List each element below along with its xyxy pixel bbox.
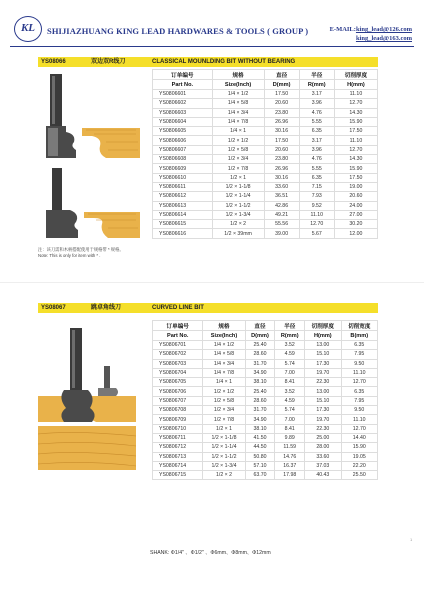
table-cell: 63.70	[245, 471, 275, 480]
table-cell: 直径	[264, 70, 299, 80]
email-block	[330, 25, 412, 43]
table-row	[153, 155, 378, 164]
table-cell: 19.05	[341, 452, 377, 461]
table-cell: 7.15	[299, 182, 334, 191]
table-cell: 半径	[299, 70, 334, 80]
table-cell: 20.60	[334, 192, 377, 201]
table-cell: YS0806706	[153, 387, 203, 396]
table-cell: Size(Inch)	[212, 80, 264, 90]
table-cell: 33.60	[264, 182, 299, 191]
table-cell: H(mm)	[305, 331, 341, 341]
table-cell: 3.17	[299, 136, 334, 145]
table-cell: 5.55	[299, 117, 334, 126]
table-cell: 切削宽度	[341, 321, 377, 331]
table-cell: 1/4 × 1	[212, 127, 264, 136]
section-code: YS08067	[41, 305, 66, 311]
table-row	[153, 99, 378, 108]
table-cell: 1/4 × 3/4	[203, 359, 245, 368]
table-cell: YS0806601	[153, 90, 213, 99]
table-cell: 11.10	[334, 136, 377, 145]
table-cell: YS0806610	[153, 173, 213, 182]
table-cell: 17.98	[275, 471, 305, 480]
table-cell: 41.50	[245, 433, 275, 442]
table-cell: 15.90	[334, 117, 377, 126]
table-cell: 20.60	[264, 145, 299, 154]
section-note	[38, 247, 124, 259]
table-cell: YS0806707	[153, 396, 203, 405]
table-cell: 9.89	[275, 433, 305, 442]
table-cell: D(mm)	[264, 80, 299, 90]
table-cell: 1/2 × 1-3/4	[212, 210, 264, 219]
table-cell: YS0806607	[153, 145, 213, 154]
table-cell: 3.96	[299, 145, 334, 154]
page-header	[0, 0, 424, 46]
table-row	[153, 108, 378, 117]
table-row	[153, 229, 378, 238]
note-en: Note: This is only for item with * .	[38, 253, 101, 258]
table-cell: 1/4 × 5/8	[212, 99, 264, 108]
table-cell: YS0806616	[153, 229, 213, 238]
table-cell: 11.10	[299, 210, 334, 219]
table-cell: 规格	[212, 70, 264, 80]
bit-shank	[70, 328, 82, 390]
table-cell: 36.51	[264, 192, 299, 201]
table-cell: 订单编号	[153, 321, 203, 331]
table-cell: 11.10	[341, 415, 377, 424]
table-cell: 50.80	[245, 452, 275, 461]
table-cell: 1/2 × 7/8	[212, 164, 264, 173]
table-cell: 12.70	[334, 145, 377, 154]
email-label: E-MAIL:	[329, 26, 356, 33]
table-cell: YS0806713	[153, 452, 203, 461]
table-cell: YS0806702	[153, 350, 203, 359]
table-cell: 22.30	[305, 424, 341, 433]
table-cell: 1/4 × 1	[203, 378, 245, 387]
table-row	[153, 127, 378, 136]
table-cell: 1/2 × 1	[203, 424, 245, 433]
schematic-shank	[104, 366, 110, 388]
bit-cutter	[61, 390, 94, 422]
table-cell: 38.10	[245, 424, 275, 433]
table-cell: 17.50	[334, 127, 377, 136]
table-cell: 14.30	[334, 108, 377, 117]
table-cell: 1/2 × 1-1/8	[212, 182, 264, 191]
table-row	[153, 424, 378, 433]
table-cell: 1/4 × 5/8	[203, 350, 245, 359]
table-cell: 1/4 × 1/2	[212, 90, 264, 99]
table-cell: 1/2 × 1/2	[212, 136, 264, 145]
table-cell: 34.90	[245, 415, 275, 424]
table-header-cn	[153, 70, 378, 80]
table-cell: 14.30	[334, 155, 377, 164]
table-row	[153, 145, 378, 154]
table-row	[153, 396, 378, 405]
table-cell: 1/2 × 2	[203, 471, 245, 480]
table-cell: 9.50	[341, 359, 377, 368]
table-cell: 15.10	[305, 350, 341, 359]
table-cell: D(mm)	[245, 331, 275, 341]
table-cell: 17.50	[264, 90, 299, 99]
table-cell: YS0806703	[153, 359, 203, 368]
table-cell: 13.00	[305, 341, 341, 350]
table-cell: 33.60	[305, 452, 341, 461]
schematic-cutter	[98, 388, 118, 396]
table-cell: 3.52	[275, 387, 305, 396]
shank-sizes: SHANK: Φ1/4" 、Φ1/2" 、Φ6mm、Φ8mm、Φ12mm	[150, 550, 271, 556]
table-cell: 11.10	[341, 368, 377, 377]
wood-profile-1	[82, 128, 140, 158]
table-cell: YS0806708	[153, 406, 203, 415]
table-row	[153, 341, 378, 350]
table-row	[153, 210, 378, 219]
table-cell: 17.50	[334, 173, 377, 182]
table-row	[153, 164, 378, 173]
table-row	[153, 90, 378, 99]
section-name-en: CURVED LINE BIT	[152, 305, 204, 311]
table-cell: 1/4 × 7/8	[212, 117, 264, 126]
table-cell: 1/2 × 1-1/2	[212, 201, 264, 210]
table-cell: 37.03	[305, 461, 341, 470]
table-cell: 15.10	[305, 396, 341, 405]
table-cell: 14.40	[341, 433, 377, 442]
table-cell: R(mm)	[299, 80, 334, 90]
table-cell: 1/2 × 3/4	[212, 155, 264, 164]
table-cell: 25.40	[245, 387, 275, 396]
table-cell: 4.59	[275, 396, 305, 405]
table-row	[153, 471, 378, 480]
table-cell: 9.50	[341, 406, 377, 415]
table-cell: 19.00	[334, 182, 377, 191]
page-mark: 1	[410, 537, 413, 542]
email-link-2[interactable]: king_lead@163.com	[355, 35, 412, 42]
table-cell: 1/2 × 1-1/4	[203, 443, 245, 452]
table-cell: 23.80	[264, 155, 299, 164]
table-cell: 44.50	[245, 443, 275, 452]
table-cell: 30.16	[264, 173, 299, 182]
table-cell: 38.10	[245, 378, 275, 387]
table-cell: 直径	[245, 321, 275, 331]
section-name-cn: 跳卓角线刀	[91, 305, 122, 311]
section-name-en: CLASSICAL MOUNLDING BIT WITHOUT BEARING	[152, 59, 296, 65]
table-cell: YS0806613	[153, 201, 213, 210]
table-cell: YS0806605	[153, 127, 213, 136]
table-cell: YS0806614	[153, 210, 213, 219]
table-cell: 20.60	[264, 99, 299, 108]
table-cell: 30.20	[334, 220, 377, 229]
table-cell: 6.35	[299, 127, 334, 136]
table-cell: 1/2 × 39mm	[212, 229, 264, 238]
table-row	[153, 359, 378, 368]
table-row	[153, 350, 378, 359]
table-cell: 1/2 × 1-1/2	[203, 452, 245, 461]
table-cell: 4.59	[275, 350, 305, 359]
table-cell: YS0806701	[153, 341, 203, 350]
table-row	[153, 173, 378, 182]
table-cell: 15.90	[341, 443, 377, 452]
table-cell: 55.56	[264, 220, 299, 229]
table-cell: Size(Inch)	[203, 331, 245, 341]
table-cell: 17.30	[305, 359, 341, 368]
table-cell: 5.55	[299, 164, 334, 173]
table-cell: 34.90	[245, 368, 275, 377]
table-cell: YS0806604	[153, 117, 213, 126]
table-cell: 5.74	[275, 359, 305, 368]
table-cell: 7.00	[275, 368, 305, 377]
bit-shank-lower	[52, 168, 62, 210]
spec-table-ys08066	[152, 69, 378, 239]
curved-line-bit-illustration	[36, 326, 144, 472]
table-cell: 1/2 × 1/2	[203, 387, 245, 396]
table-cell: YS0806612	[153, 192, 213, 201]
table-cell: 15.90	[334, 164, 377, 173]
section-bar-ys08066	[38, 57, 378, 67]
section-divider	[0, 282, 424, 283]
table-cell: 3.96	[299, 99, 334, 108]
table-cell: YS0806710	[153, 424, 203, 433]
table-row	[153, 220, 378, 229]
table-cell: YS0806715	[153, 471, 203, 480]
wood-profile-2	[84, 212, 140, 238]
table-cell: 1/2 × 2	[212, 220, 264, 229]
table-cell: 1/2 × 7/8	[203, 415, 245, 424]
table-cell: 57.10	[245, 461, 275, 470]
table-cell: YS0806709	[153, 415, 203, 424]
table-cell: 11.10	[334, 90, 377, 99]
table-row	[153, 192, 378, 201]
table-cell: 31.70	[245, 406, 275, 415]
table-cell: 49.21	[264, 210, 299, 219]
company-name: SHIJIAZHUANG KING LEAD HARDWARES & TOOLS ( GROUP )	[47, 26, 309, 36]
table-cell: 12.70	[341, 424, 377, 433]
table-cell: 11.59	[275, 443, 305, 452]
table-cell: 1/4 × 1/2	[203, 341, 245, 350]
table-row	[153, 387, 378, 396]
table-cell: 订单编号	[153, 70, 213, 80]
table-cell: 17.30	[305, 406, 341, 415]
bit-shank	[50, 74, 62, 126]
table-row	[153, 368, 378, 377]
header-rule	[10, 46, 414, 47]
table-row	[153, 415, 378, 424]
table-cell: 22.20	[341, 461, 377, 470]
table-cell: YS0806603	[153, 108, 213, 117]
table-cell: 9.52	[299, 201, 334, 210]
table-header-en	[153, 331, 378, 341]
table-cell: 24.00	[334, 201, 377, 210]
table-cell: 28.60	[245, 396, 275, 405]
table-cell: 25.00	[305, 433, 341, 442]
table-row	[153, 182, 378, 191]
table-cell: 切削厚度	[334, 70, 377, 80]
table-cell: 1/2 × 1-1/8	[203, 433, 245, 442]
table-cell: 39.00	[264, 229, 299, 238]
table-cell: YS0806712	[153, 443, 203, 452]
table-header-en	[153, 80, 378, 90]
table-cell: 13.00	[305, 387, 341, 396]
table-cell: 12.00	[334, 229, 377, 238]
spec-table-ys08067	[152, 320, 378, 480]
table-cell: YS0806611	[153, 182, 213, 191]
table-cell: 切削厚度	[305, 321, 341, 331]
table-cell: 4.76	[299, 155, 334, 164]
bit-shank-highlight	[72, 330, 75, 388]
table-cell: 3.17	[299, 90, 334, 99]
table-cell: 25.40	[245, 341, 275, 350]
table-cell: 3.52	[275, 341, 305, 350]
table-cell: B(mm)	[341, 331, 377, 341]
bit-cutter-shade	[48, 128, 58, 156]
table-cell: 40.43	[305, 471, 341, 480]
table-cell: 7.95	[341, 350, 377, 359]
company-logo: KL	[14, 16, 42, 42]
bit-shank-highlight	[52, 76, 55, 124]
email-link-1[interactable]: king_lead@126.com	[355, 26, 412, 33]
table-cell: YS0806606	[153, 136, 213, 145]
table-row	[153, 452, 378, 461]
table-cell: 1/2 × 1	[212, 173, 264, 182]
table-cell: 42.86	[264, 201, 299, 210]
mounlding-bit-illustration	[36, 72, 144, 242]
table-cell: 规格	[203, 321, 245, 331]
table-cell: 7.00	[275, 415, 305, 424]
table-cell: 1/2 × 5/8	[203, 396, 245, 405]
table-cell: YS0806705	[153, 378, 203, 387]
table-row	[153, 443, 378, 452]
table-cell: 14.76	[275, 452, 305, 461]
table-cell: 31.70	[245, 359, 275, 368]
table-cell: 4.76	[299, 108, 334, 117]
table-cell: 7.93	[299, 192, 334, 201]
table-header-cn	[153, 321, 378, 331]
table-cell: 1/2 × 5/8	[212, 145, 264, 154]
table-cell: 17.50	[264, 136, 299, 145]
table-cell: 6.35	[299, 173, 334, 182]
table-cell: 30.16	[264, 127, 299, 136]
table-row	[153, 433, 378, 442]
table-cell: 26.96	[264, 117, 299, 126]
table-cell: 6.35	[341, 387, 377, 396]
table-cell: 5.74	[275, 406, 305, 415]
table-cell: YS0806704	[153, 368, 203, 377]
table-row	[153, 461, 378, 470]
table-cell: 28.00	[305, 443, 341, 452]
table-cell: 7.95	[341, 396, 377, 405]
table-cell: 12.70	[299, 220, 334, 229]
section-name-cn: 双边双R线刀	[91, 59, 126, 65]
table-row	[153, 117, 378, 126]
table-row	[153, 201, 378, 210]
table-cell: YS0806608	[153, 155, 213, 164]
table-cell: H(mm)	[334, 80, 377, 90]
section-code: YS08066	[41, 59, 66, 65]
table-cell: 28.60	[245, 350, 275, 359]
table-cell: 1/4 × 7/8	[203, 368, 245, 377]
table-cell: 1/2 × 3/4	[203, 406, 245, 415]
table-cell: Part No.	[153, 80, 213, 90]
table-cell: 1/4 × 3/4	[212, 108, 264, 117]
table-row	[153, 378, 378, 387]
section-bar-ys08067	[38, 303, 378, 313]
table-cell: YS0806602	[153, 99, 213, 108]
table-cell: 22.30	[305, 378, 341, 387]
table-cell: 1/2 × 1-1/4	[212, 192, 264, 201]
table-cell: 19.70	[305, 368, 341, 377]
table-cell: 26.96	[264, 164, 299, 173]
note-cn: 注：该刀需和木柄搭配使用于规格带 * 规格。	[38, 247, 124, 252]
table-cell: Part No.	[153, 331, 203, 341]
bit-cutter-lower	[46, 210, 78, 238]
table-cell: YS0806609	[153, 164, 213, 173]
table-cell: 1/2 × 1-3/4	[203, 461, 245, 470]
table-cell: 8.41	[275, 424, 305, 433]
table-cell: YS0806714	[153, 461, 203, 470]
table-cell: 8.41	[275, 378, 305, 387]
table-cell: 5.67	[299, 229, 334, 238]
table-cell: 27.00	[334, 210, 377, 219]
table-cell: 半径	[275, 321, 305, 331]
table-cell: 19.70	[305, 415, 341, 424]
table-cell: R(mm)	[275, 331, 305, 341]
table-cell: 23.80	[264, 108, 299, 117]
table-cell: YS0806615	[153, 220, 213, 229]
table-row	[153, 136, 378, 145]
table-row	[153, 406, 378, 415]
table-cell: 12.70	[341, 378, 377, 387]
table-cell: 25.50	[341, 471, 377, 480]
table-cell: YS0806711	[153, 433, 203, 442]
table-cell: 16.37	[275, 461, 305, 470]
table-cell: 12.70	[334, 99, 377, 108]
table-cell: 6.35	[341, 341, 377, 350]
